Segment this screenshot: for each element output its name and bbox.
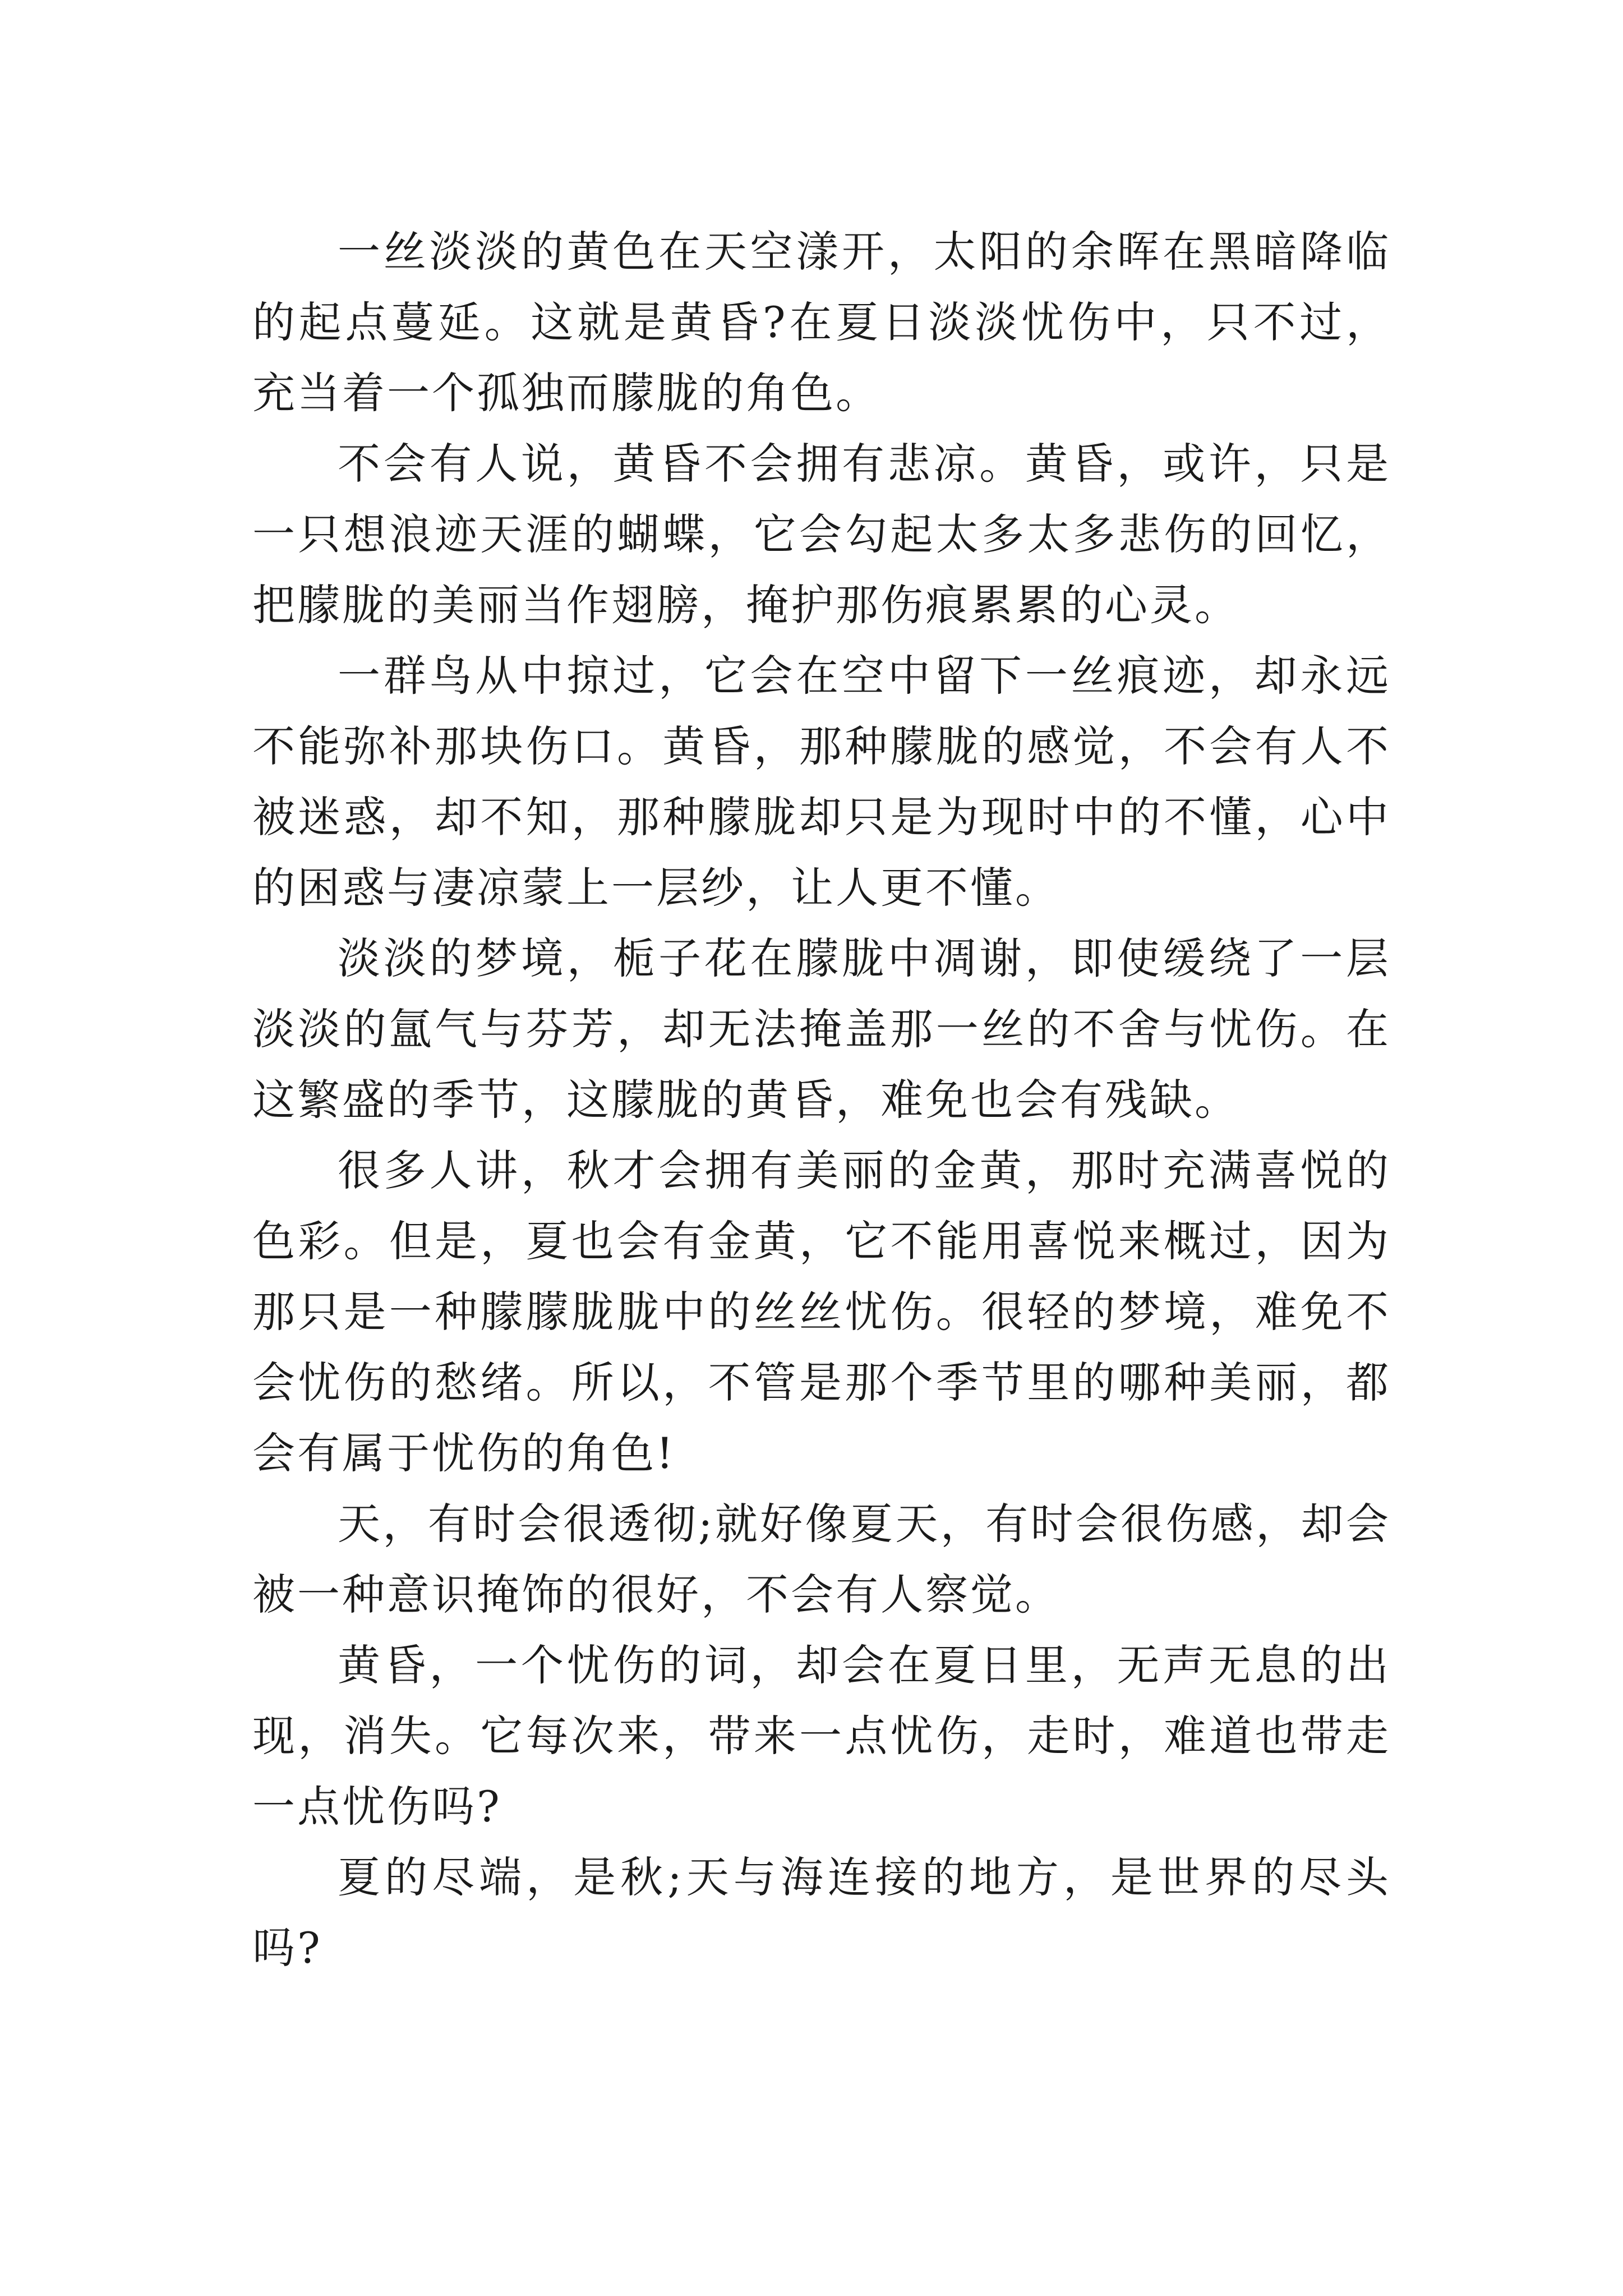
paragraph-7: 黄昏，一个忧伤的词，却会在夏日里，无声无息的出现，消失。它每次来，带来一点忧伤，走时，难道也带走一点忧伤吗? — [252, 1640, 1391, 1832]
paragraph-2: 不会有人说，黄昏不会拥有悲凉。黄昏，或许，只是一只想浪迹天涯的蝴蝶，它会勾起太多太多悲伤的回忆，把朦胧的美丽当作翅膀，掩护那伤痕累累的心灵。 — [252, 439, 1391, 630]
paragraph-8: 夏的尽端，是秋;天与海连接的地方，是世界的尽头吗? — [252, 1852, 1391, 1973]
paragraph-3: 一群鸟从中掠过，它会在空中留下一丝痕迹，却永远不能弥补那块伤口。黄昏，那种朦胧的感觉，不会有人不被迷惑，却不知，那种朦胧却只是为现时中的不懂，心中的困惑与凄凉蒙上一层纱，让人更不懂。 — [252, 651, 1391, 913]
paragraph-5: 很多人讲，秋才会拥有美丽的金黄，那时充满喜悦的色彩。但是，夏也会有金黄，它不能用喜悦来概过，因为那只是一种朦朦胧胧中的丝丝忧伤。很轻的梦境，难免不会忧伤的愁绪。所以，不管是那个季节里的哪种美丽，都会有属于忧伤的角色! — [252, 1145, 1391, 1478]
paragraph-4: 淡淡的梦境，栀子花在朦胧中凋谢，即使缓绕了一层淡淡的氲气与芬芳，却无法掩盖那一丝的不舍与忧伤。在这繁盛的季节，这朦胧的黄昏，难免也会有残缺。 — [252, 933, 1391, 1125]
paragraph-6: 天，有时会很透彻;就好像夏天，有时会很伤感，却会被一种意识掩饰的很好，不会有人察觉。 — [252, 1499, 1391, 1619]
paragraph-1: 一丝淡淡的黄色在天空漾开，太阳的余晖在黑暗降临的起点蔓延。这就是黄昏?在夏日淡淡忧伤中，只不过，充当着一个孤独而朦胧的角色。 — [252, 227, 1391, 418]
essay-body — [252, 217, 1391, 1984]
